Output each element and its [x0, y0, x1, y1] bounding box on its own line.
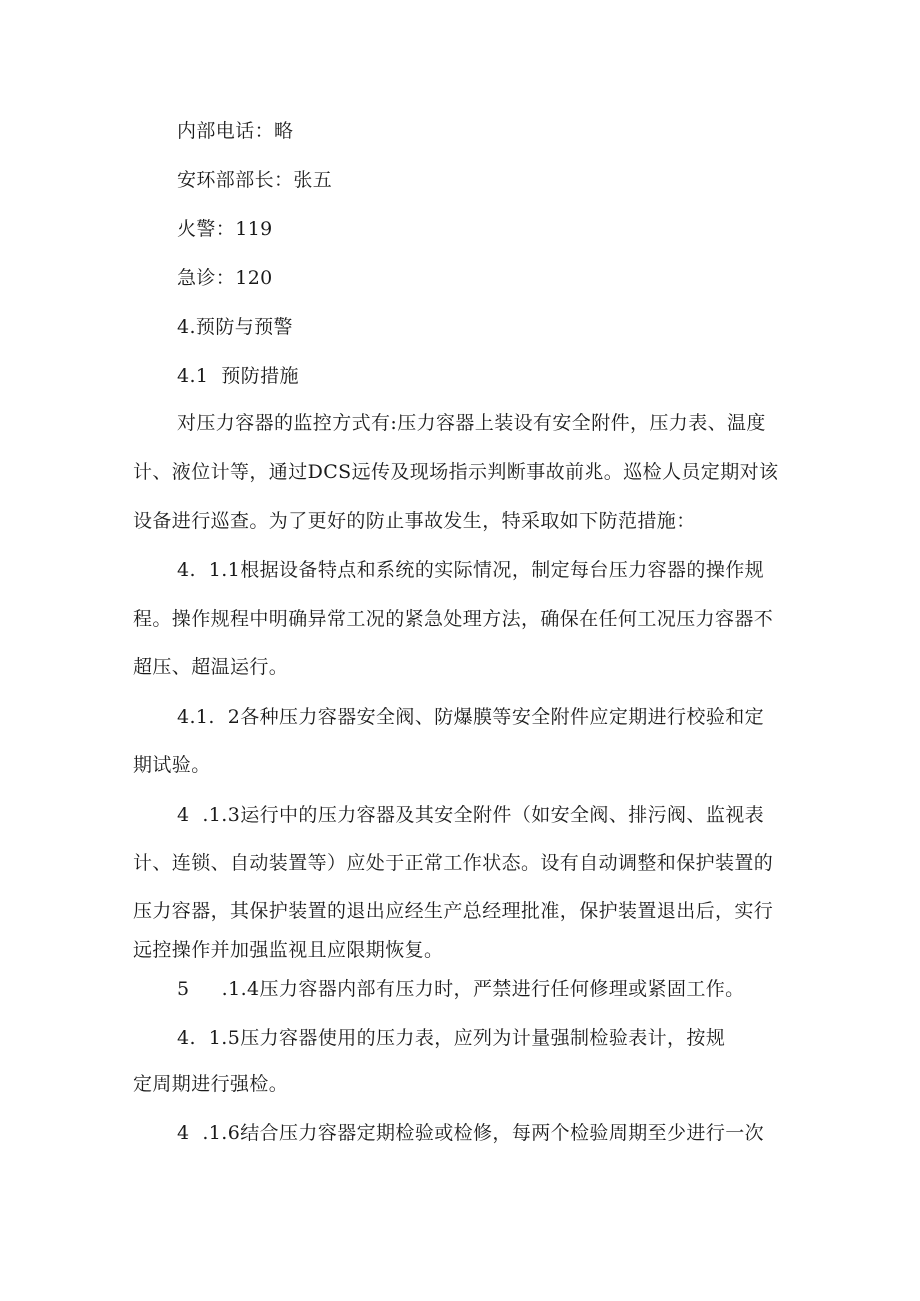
paragraph-line: 超压、超温运行。 — [133, 656, 289, 678]
paragraph-line: 远控操作并加强监视且应限期恢复。 — [133, 939, 444, 961]
paragraph-line: 设备进行巡查。为了更好的防止事故发生，特采取如下防范措施： — [133, 510, 696, 532]
paragraph-line: 程。操作规程中明确异常工况的紧急处理方法，确保在任何工况压力容器不 — [133, 608, 774, 630]
paragraph-line: 对压力容器的监控方式有:压力容器上装设有安全附件，压力表、温度 — [177, 412, 766, 434]
contact-safety-director: 安环部部长：张五 — [177, 169, 333, 191]
paragraph-line: 计、连锁、自动装置等）应处于正常工作状态。设有自动调整和保护装置的 — [133, 852, 774, 874]
paragraph-line: 计、液位计等，通过DCS远传及现场指示判断事故前兆。巡检人员定期对该 — [133, 461, 779, 483]
contact-fire-alarm: 火警：119 — [177, 218, 273, 240]
paragraph-line: 4 .1.3运行中的压力容器及其安全附件（如安全阀、排污阀、监视表 — [177, 804, 765, 826]
contact-internal-phone: 内部电话：略 — [177, 120, 294, 142]
paragraph-line: 4. 1.1根据设备特点和系统的实际情况，制定每台压力容器的操作规 — [177, 559, 765, 581]
subsection-heading: 4.1 预防措施 — [177, 365, 299, 387]
contact-emergency: 急诊：120 — [177, 267, 273, 289]
section-heading: 4.预防与预警 — [177, 316, 293, 338]
paragraph-line: 4. 1.5压力容器使用的压力表，应列为计量强制检验表计，按规 — [177, 1027, 726, 1049]
paragraph-line: 4 .1.6结合压力容器定期检验或检修，每两个检验周期至少进行一次 — [177, 1122, 765, 1144]
paragraph-line: 期试验。 — [133, 754, 211, 776]
paragraph-line: 压力容器，其保护装置的退出应经生产总经理批准，保护装置退出后，实行 — [133, 900, 774, 922]
paragraph-line: 5 .1.4压力容器内部有压力时，严禁进行任何修理或紧固工作。 — [177, 978, 745, 1000]
paragraph-line: 定周期进行强检。 — [133, 1073, 289, 1095]
paragraph-line: 4.1. 2各种压力容器安全阀、防爆膜等安全附件应定期进行校验和定 — [177, 706, 765, 728]
